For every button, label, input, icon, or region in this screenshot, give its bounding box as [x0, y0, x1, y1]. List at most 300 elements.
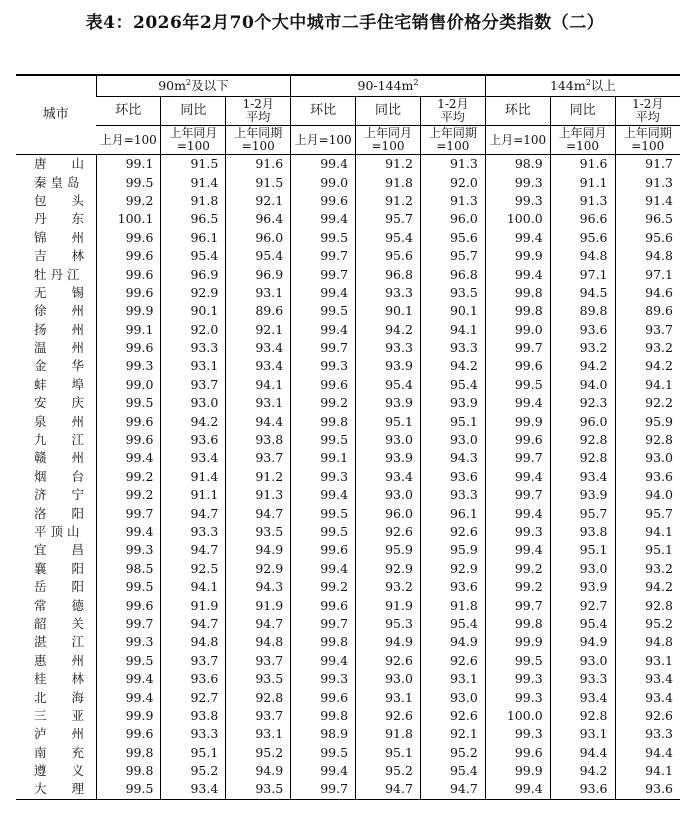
- index-value: 92.6: [356, 523, 421, 541]
- index-value: 93.3: [161, 339, 226, 357]
- index-value: 96.0: [420, 210, 485, 228]
- index-value: 99.4: [291, 762, 356, 780]
- table-row: [16, 339, 680, 357]
- index-value: 91.3: [420, 192, 485, 210]
- table-row: [16, 560, 680, 578]
- table-row: [16, 486, 680, 504]
- index-value: 91.1: [550, 173, 615, 191]
- index-value: 95.2: [615, 615, 680, 633]
- index-value: 99.4: [291, 652, 356, 670]
- table-row: [16, 394, 680, 412]
- index-value: 94.2: [615, 357, 680, 375]
- index-value: 93.0: [356, 670, 421, 688]
- table-row: [16, 652, 680, 670]
- city-name: 扬 州: [34, 321, 85, 337]
- index-value: 94.8: [615, 247, 680, 265]
- index-value: 94.1: [615, 523, 680, 541]
- index-value: 91.3: [226, 486, 291, 504]
- index-value: 93.9: [356, 394, 421, 412]
- index-value: 99.8: [96, 762, 161, 780]
- index-value: 99.8: [291, 707, 356, 725]
- index-value: 99.3: [96, 633, 161, 651]
- city-name: 无 锡: [34, 284, 85, 300]
- index-value: 99.6: [291, 192, 356, 210]
- subheader-avg: 1-2月 平均: [420, 97, 485, 126]
- index-value: 91.8: [356, 725, 421, 743]
- index-value: 99.4: [96, 449, 161, 467]
- index-value: 93.6: [420, 578, 485, 596]
- city-name: 泸 州: [34, 726, 85, 742]
- index-value: 99.4: [291, 284, 356, 302]
- index-value: 99.7: [485, 339, 550, 357]
- table-row: [16, 615, 680, 633]
- index-value: 95.9: [615, 412, 680, 430]
- index-value: 92.7: [161, 688, 226, 706]
- index-value: 99.7: [291, 247, 356, 265]
- index-value: 99.8: [485, 302, 550, 320]
- index-value: 93.1: [356, 688, 421, 706]
- index-value: 93.3: [161, 725, 226, 743]
- index-value: 91.3: [550, 192, 615, 210]
- table-row: [16, 468, 680, 486]
- index-value: 94.7: [161, 504, 226, 522]
- index-value: 99.1: [291, 449, 356, 467]
- index-value: 93.3: [420, 339, 485, 357]
- index-value: 94.1: [161, 578, 226, 596]
- base-label-mom: 上月=100: [291, 126, 356, 155]
- index-value: 99.0: [485, 321, 550, 339]
- index-value: 93.5: [226, 523, 291, 541]
- index-value: 99.2: [291, 394, 356, 412]
- index-value: 93.0: [615, 449, 680, 467]
- index-value: 93.4: [615, 688, 680, 706]
- index-value: 96.5: [161, 210, 226, 228]
- table-row: [16, 357, 680, 375]
- index-value: 91.9: [161, 596, 226, 614]
- index-value: 93.1: [615, 652, 680, 670]
- index-value: 94.3: [226, 578, 291, 596]
- group-header-medium: $90-144m^2$: [291, 75, 486, 97]
- city-name: 襄 阳: [34, 560, 85, 576]
- index-value: 93.4: [550, 688, 615, 706]
- index-value: 94.6: [615, 284, 680, 302]
- index-value: 100.1: [96, 210, 161, 228]
- base-label-mom: 上月=100: [96, 126, 161, 155]
- index-value: 93.0: [356, 431, 421, 449]
- index-value: 99.7: [485, 486, 550, 504]
- table-row: [16, 302, 680, 320]
- city-name: 平 顶 山: [34, 524, 80, 539]
- index-value: 99.6: [291, 596, 356, 614]
- index-value: 95.1: [356, 412, 421, 430]
- index-value: 95.4: [226, 247, 291, 265]
- index-value: 93.1: [226, 394, 291, 412]
- price-index-table: [16, 74, 680, 800]
- index-value: 93.4: [226, 357, 291, 375]
- table-row: [16, 173, 680, 191]
- city-name: 九 江: [34, 432, 85, 448]
- index-value: 91.5: [161, 155, 226, 174]
- index-value: 91.8: [356, 173, 421, 191]
- index-value: 95.1: [161, 744, 226, 762]
- group-header-large: $144m^2$以上: [485, 75, 680, 97]
- subheader-mom: 环比: [96, 97, 161, 126]
- table-row: [16, 192, 680, 210]
- table-row: [16, 504, 680, 522]
- table-row: [16, 578, 680, 596]
- index-value: 93.9: [356, 449, 421, 467]
- index-value: 99.3: [96, 357, 161, 375]
- index-value: 93.3: [615, 725, 680, 743]
- index-value: 99.5: [96, 173, 161, 191]
- index-value: 91.9: [226, 596, 291, 614]
- city-name: 大 理: [16, 780, 96, 799]
- index-value: 96.5: [615, 210, 680, 228]
- index-value: 96.0: [356, 504, 421, 522]
- index-value: 92.9: [161, 284, 226, 302]
- index-value: 99.5: [291, 744, 356, 762]
- index-value: 99.0: [96, 376, 161, 394]
- index-value: 92.6: [420, 523, 485, 541]
- index-value: 94.7: [356, 780, 421, 799]
- index-value: 91.2: [356, 155, 421, 174]
- index-value: 90.1: [161, 302, 226, 320]
- index-value: 95.3: [356, 615, 421, 633]
- index-value: 99.7: [96, 615, 161, 633]
- index-value: 99.6: [96, 339, 161, 357]
- index-value: 99.3: [485, 192, 550, 210]
- index-value: 93.6: [161, 670, 226, 688]
- index-value: 99.2: [485, 560, 550, 578]
- index-value: 99.6: [96, 431, 161, 449]
- index-value: 99.4: [485, 468, 550, 486]
- city-name: 金 华: [34, 358, 85, 374]
- index-value: 96.1: [420, 504, 485, 522]
- city-name: 岳 阳: [34, 579, 85, 595]
- index-value: 99.3: [291, 357, 356, 375]
- index-value: 99.2: [96, 486, 161, 504]
- index-value: 93.6: [615, 468, 680, 486]
- index-value: 99.3: [485, 688, 550, 706]
- index-value: 99.6: [291, 541, 356, 559]
- index-value: 99.4: [485, 265, 550, 283]
- index-value: 96.1: [161, 229, 226, 247]
- index-value: 99.3: [485, 173, 550, 191]
- index-value: 95.4: [550, 615, 615, 633]
- index-value: 95.4: [161, 247, 226, 265]
- index-value: 99.6: [96, 725, 161, 743]
- index-value: 96.0: [226, 229, 291, 247]
- index-value: 92.9: [356, 560, 421, 578]
- index-value: 93.5: [226, 780, 291, 799]
- index-value: 99.4: [485, 504, 550, 522]
- index-value: 94.2: [161, 412, 226, 430]
- table-row: [16, 321, 680, 339]
- index-value: 99.6: [96, 596, 161, 614]
- index-value: 93.2: [550, 339, 615, 357]
- index-value: 99.5: [291, 431, 356, 449]
- index-value: 92.6: [356, 707, 421, 725]
- index-value: 95.1: [420, 412, 485, 430]
- index-value: 92.2: [615, 394, 680, 412]
- index-value: 99.4: [485, 780, 550, 799]
- index-value: 94.9: [226, 541, 291, 559]
- index-value: 99.9: [485, 633, 550, 651]
- index-value: 94.1: [226, 376, 291, 394]
- index-value: 94.2: [550, 357, 615, 375]
- table-title: 表4：2026年2月70个大中城市二手住宅销售价格分类指数（二）: [85, 13, 605, 33]
- index-value: 99.9: [485, 762, 550, 780]
- index-value: 92.1: [226, 321, 291, 339]
- index-value: 94.9: [356, 633, 421, 651]
- index-value: 93.7: [226, 449, 291, 467]
- index-value: 99.9: [96, 707, 161, 725]
- index-value: 94.2: [615, 578, 680, 596]
- index-value: 99.4: [291, 321, 356, 339]
- index-value: 91.7: [615, 155, 680, 174]
- index-value: 93.1: [226, 284, 291, 302]
- index-value: 93.7: [615, 321, 680, 339]
- index-value: 99.1: [96, 155, 161, 174]
- index-value: 91.3: [615, 173, 680, 191]
- index-value: 94.1: [615, 376, 680, 394]
- city-name: 洛 阳: [34, 505, 85, 521]
- table-row: [16, 284, 680, 302]
- index-value: 96.8: [420, 265, 485, 283]
- index-value: 93.9: [550, 486, 615, 504]
- index-value: 92.9: [226, 560, 291, 578]
- index-value: 95.1: [550, 541, 615, 559]
- base-label-avg: 上年同期 =100: [420, 126, 485, 155]
- index-value: 99.2: [96, 468, 161, 486]
- subheader-mom: 环比: [485, 97, 550, 126]
- index-value: 95.7: [420, 247, 485, 265]
- index-value: 96.4: [226, 210, 291, 228]
- city-name: 蚌 埠: [34, 376, 85, 392]
- index-value: 99.3: [96, 541, 161, 559]
- index-value: 95.6: [420, 229, 485, 247]
- index-value: 96.9: [161, 265, 226, 283]
- index-value: 99.3: [291, 468, 356, 486]
- index-value: 91.4: [161, 173, 226, 191]
- index-value: 94.2: [550, 762, 615, 780]
- index-value: 93.9: [550, 578, 615, 596]
- index-value: 91.5: [226, 173, 291, 191]
- index-value: 95.2: [356, 762, 421, 780]
- index-value: 92.6: [420, 707, 485, 725]
- city-name: 温 州: [34, 340, 85, 356]
- table-row: [16, 762, 680, 780]
- index-value: 94.9: [550, 633, 615, 651]
- index-value: 98.9: [485, 155, 550, 174]
- index-value: 99.6: [291, 688, 356, 706]
- index-value: 94.0: [550, 376, 615, 394]
- index-value: 95.4: [356, 376, 421, 394]
- index-value: 99.7: [291, 265, 356, 283]
- index-value: 95.1: [615, 541, 680, 559]
- city-name: 秦 皇 岛: [34, 174, 80, 190]
- index-value: 92.8: [550, 449, 615, 467]
- base-label-avg: 上年同期 =100: [226, 126, 291, 155]
- index-value: 99.7: [291, 780, 356, 799]
- index-value: 93.0: [420, 688, 485, 706]
- index-value: 93.3: [420, 486, 485, 504]
- table-row: [16, 376, 680, 394]
- subheader-mom: 环比: [291, 97, 356, 126]
- index-value: 91.3: [420, 155, 485, 174]
- index-value: 92.8: [615, 431, 680, 449]
- index-value: 99.9: [96, 302, 161, 320]
- index-value: 95.9: [420, 541, 485, 559]
- index-value: 92.1: [420, 725, 485, 743]
- index-value: 93.2: [615, 560, 680, 578]
- group-header-small: $90m^2$及以下: [96, 75, 291, 97]
- index-value: 92.8: [550, 431, 615, 449]
- index-value: 94.7: [226, 504, 291, 522]
- index-value: 94.7: [161, 541, 226, 559]
- index-value: 93.5: [420, 284, 485, 302]
- index-value: 99.4: [291, 486, 356, 504]
- table-row: [16, 633, 680, 651]
- index-value: 92.5: [161, 560, 226, 578]
- city-name: 吉 林: [34, 248, 85, 264]
- index-value: 99.7: [291, 615, 356, 633]
- table-row: [16, 670, 680, 688]
- index-value: 99.5: [291, 302, 356, 320]
- index-value: 93.4: [161, 449, 226, 467]
- index-value: 92.8: [615, 596, 680, 614]
- index-value: 93.8: [226, 431, 291, 449]
- index-value: 99.4: [485, 541, 550, 559]
- index-value: 92.9: [420, 560, 485, 578]
- index-value: 91.9: [356, 596, 421, 614]
- index-value: 99.6: [485, 744, 550, 762]
- index-value: 99.8: [485, 284, 550, 302]
- index-value: 91.4: [615, 192, 680, 210]
- index-value: 99.7: [485, 596, 550, 614]
- index-value: 93.0: [161, 394, 226, 412]
- base-label-yoy: 上年同月 =100: [356, 126, 421, 155]
- index-value: 92.0: [420, 173, 485, 191]
- index-value: 89.8: [550, 302, 615, 320]
- index-value: 100.0: [485, 707, 550, 725]
- index-value: 93.0: [420, 431, 485, 449]
- index-value: 91.2: [356, 192, 421, 210]
- city-name: 赣 州: [34, 450, 85, 466]
- city-name: 唐 山: [34, 156, 85, 172]
- index-value: 93.3: [356, 284, 421, 302]
- city-name: 锦 州: [34, 229, 85, 245]
- index-value: 99.9: [485, 412, 550, 430]
- index-value: 95.4: [356, 229, 421, 247]
- subheader-yoy: 同比: [356, 97, 421, 126]
- index-value: 93.1: [161, 357, 226, 375]
- index-value: 91.4: [161, 468, 226, 486]
- index-value: 92.8: [226, 688, 291, 706]
- index-value: 92.1: [226, 192, 291, 210]
- table-body: [16, 155, 680, 800]
- index-value: 99.8: [96, 744, 161, 762]
- index-value: 99.5: [96, 394, 161, 412]
- table-row: [16, 780, 680, 799]
- index-value: 93.6: [550, 321, 615, 339]
- index-value: 95.6: [615, 229, 680, 247]
- index-value: 95.6: [550, 229, 615, 247]
- index-value: 96.9: [226, 265, 291, 283]
- index-value: 93.2: [356, 578, 421, 596]
- city-name: 南 充: [34, 744, 85, 760]
- index-value: 99.4: [485, 394, 550, 412]
- city-name: 丹 东: [34, 211, 85, 227]
- index-value: 99.6: [96, 229, 161, 247]
- index-value: 97.1: [615, 265, 680, 283]
- index-value: 99.4: [291, 155, 356, 174]
- index-value: 96.0: [550, 412, 615, 430]
- base-label-yoy: 上年同月 =100: [550, 126, 615, 155]
- city-name: 三 亚: [34, 707, 85, 723]
- table-row: [16, 596, 680, 614]
- index-value: 92.6: [615, 707, 680, 725]
- index-value: 94.7: [420, 780, 485, 799]
- index-value: 94.2: [420, 357, 485, 375]
- index-value: 95.7: [615, 504, 680, 522]
- index-value: 95.4: [420, 376, 485, 394]
- index-value: 93.4: [226, 339, 291, 357]
- table-row: [16, 707, 680, 725]
- index-value: 99.6: [96, 247, 161, 265]
- index-value: 99.7: [291, 339, 356, 357]
- index-value: 93.9: [420, 394, 485, 412]
- index-value: 99.2: [291, 578, 356, 596]
- index-value: 94.7: [161, 615, 226, 633]
- index-value: 92.6: [356, 652, 421, 670]
- index-value: 94.8: [615, 633, 680, 651]
- index-value: 89.6: [226, 302, 291, 320]
- index-value: 93.9: [356, 357, 421, 375]
- index-value: 97.1: [550, 265, 615, 283]
- subheader-avg: 1-2月 平均: [226, 97, 291, 126]
- index-value: 93.7: [161, 652, 226, 670]
- index-value: 93.3: [356, 339, 421, 357]
- index-value: 94.8: [550, 247, 615, 265]
- table-row: [16, 265, 680, 283]
- index-value: 99.7: [485, 449, 550, 467]
- index-value: 92.3: [550, 394, 615, 412]
- table-row: [16, 247, 680, 265]
- index-value: 93.6: [161, 431, 226, 449]
- index-value: 89.6: [615, 302, 680, 320]
- index-value: 99.6: [291, 376, 356, 394]
- table-row: [16, 229, 680, 247]
- index-value: 91.6: [226, 155, 291, 174]
- index-value: 93.7: [226, 652, 291, 670]
- index-value: 99.4: [485, 229, 550, 247]
- index-value: 93.0: [550, 560, 615, 578]
- index-value: 93.0: [550, 652, 615, 670]
- table-row: [16, 155, 680, 174]
- index-value: 99.2: [96, 192, 161, 210]
- city-name: 湛 江: [34, 634, 85, 650]
- index-value: 94.4: [550, 744, 615, 762]
- index-value: 99.4: [291, 210, 356, 228]
- index-value: 93.3: [161, 523, 226, 541]
- index-value: 94.7: [226, 615, 291, 633]
- index-value: 91.8: [420, 596, 485, 614]
- index-value: 96.8: [356, 265, 421, 283]
- subheader-avg: 1-2月 平均: [615, 97, 680, 126]
- index-value: 91.6: [550, 155, 615, 174]
- index-value: 93.8: [161, 707, 226, 725]
